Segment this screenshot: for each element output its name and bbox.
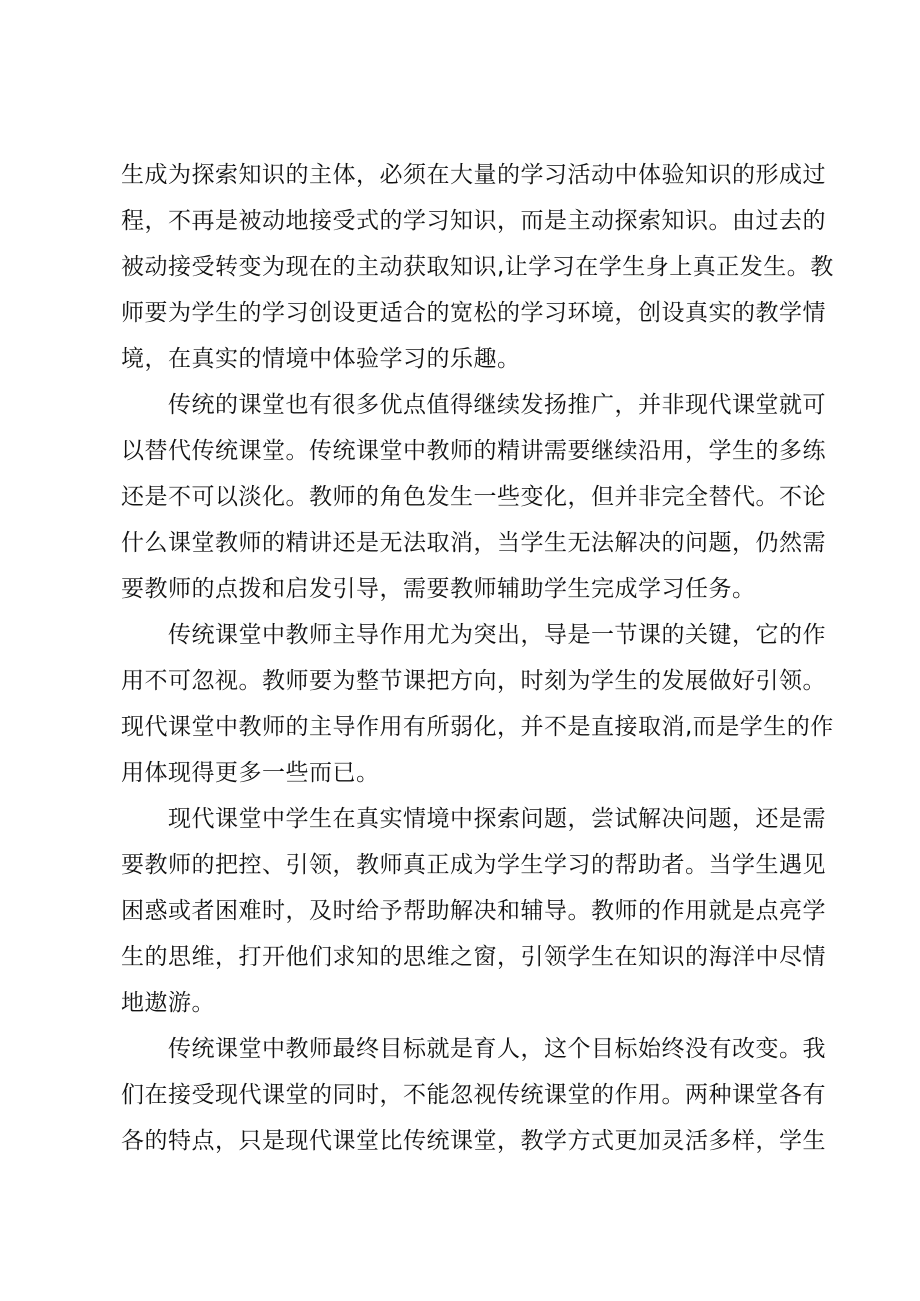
text-line: 用不可忽视。教师要为整节课把方向，时刻为学生的发展做好引领。 bbox=[121, 668, 826, 694]
text-line: 还是不可以淡化。教师的角色发生一些变化，但并非完全替代。不论 bbox=[121, 484, 826, 510]
text-line: 师要为学生的学习创设更适合的宽松的学习环境，创设真实的教学情 bbox=[121, 300, 826, 326]
paragraph-first-line: 传统课堂中教师主导作用尤为突出，导是一节课的关键，它的作 bbox=[168, 622, 826, 648]
text-line: 们在接受现代课堂的同时，不能忽视传统课堂的作用。两种课堂各有 bbox=[121, 1082, 826, 1108]
text-line: 地遨游。 bbox=[121, 990, 215, 1016]
body-text bbox=[121, 152, 834, 1164]
text-line: 被动接受转变为现在的主动获取知识,让学习在学生身上真正发生。教 bbox=[121, 254, 834, 280]
paragraph-first-line: 传统的课堂也有很多优点值得继续发扬推广，并非现代课堂就可 bbox=[168, 392, 826, 418]
paragraph-first-line: 现代课堂中学生在真实情境中探索问题，尝试解决问题，还是需 bbox=[168, 806, 826, 832]
text-line: 生成为探索知识的主体，必须在大量的学习活动中体验知识的形成过 bbox=[121, 162, 826, 188]
text-line: 要教师的点拨和启发引导，需要教师辅助学生完成学习任务。 bbox=[121, 576, 756, 602]
text-line: 生的思维，打开他们求知的思维之窗，引领学生在知识的海洋中尽情 bbox=[121, 944, 826, 970]
text-line: 以替代传统课堂。传统课堂中教师的精讲需要继续沿用，学生的多练 bbox=[121, 438, 826, 464]
text-line: 要教师的把控、引领，教师真正成为学生学习的帮助者。当学生遇见 bbox=[121, 852, 826, 878]
text-line: 程，不再是被动地接受式的学习知识，而是主动探索知识。由过去的 bbox=[121, 208, 826, 234]
text-line: 困惑或者困难时，及时给予帮助解决和辅导。教师的作用就是点亮学 bbox=[121, 898, 826, 924]
text-line: 各的特点，只是现代课堂比传统课堂，教学方式更加灵活多样，学生 bbox=[121, 1128, 826, 1154]
text-line: 什么课堂教师的精讲还是无法取消，当学生无法解决的问题，仍然需 bbox=[121, 530, 826, 556]
text-line: 现代课堂中教师的主导作用有所弱化，并不是直接取消,而是学生的作 bbox=[121, 714, 834, 740]
paragraph-first-line: 传统课堂中教师最终目标就是育人，这个目标始终没有改变。我 bbox=[168, 1036, 826, 1062]
text-line: 境，在真实的情境中体验学习的乐趣。 bbox=[121, 346, 521, 372]
text-line: 用体现得更多一些而已。 bbox=[121, 760, 380, 786]
